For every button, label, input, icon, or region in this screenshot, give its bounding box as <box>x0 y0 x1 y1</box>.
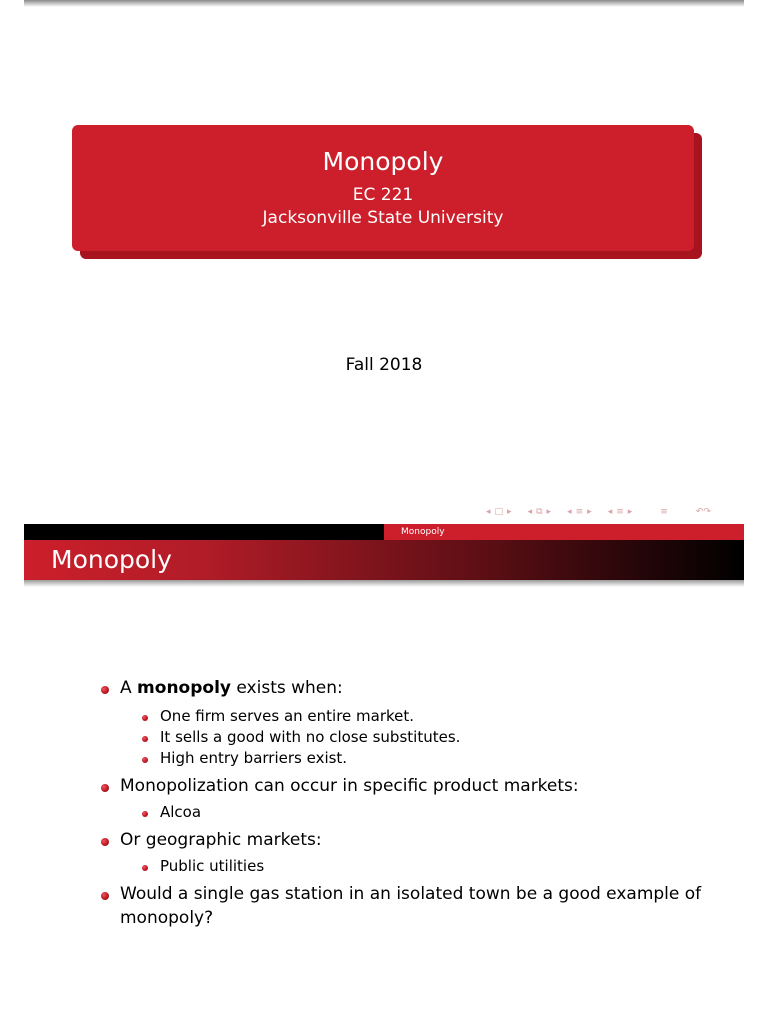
bullet-monopoly-definition: A monopoly exists when: <box>120 678 343 698</box>
nav-next-frame-icon[interactable]: ▸ <box>546 507 552 517</box>
sub-bullet-item: It sells a good with no close substitutes. <box>160 728 461 746</box>
frame-title: Monopoly <box>24 540 744 580</box>
nav-next-section-icon[interactable]: ▸ <box>627 507 633 517</box>
nav-document-icon[interactable]: ≡ <box>660 507 668 517</box>
headline-section-label: Monopoly <box>384 524 744 540</box>
beamer-navigation <box>486 505 741 519</box>
nav-frame-icon[interactable]: ⧉ <box>536 507 543 517</box>
bullet-icon <box>101 838 109 846</box>
presentation-title: Monopoly <box>322 147 444 176</box>
nav-next-slide-icon[interactable]: ▸ <box>507 507 512 517</box>
sub-bullet-item: Alcoa <box>160 803 202 821</box>
sub-bullet-item: High entry barriers exist. <box>160 749 348 767</box>
top-shadow <box>24 0 744 7</box>
nav-search-undo-icon[interactable]: ↶↷ <box>695 507 711 517</box>
frame-title-shadow <box>24 580 744 587</box>
nav-section-icon[interactable]: ≡ <box>616 507 624 517</box>
sub-bullet-icon <box>142 811 148 817</box>
sub-bullet-icon <box>142 736 148 742</box>
nav-prev-section-icon[interactable]: ◂ <box>607 507 613 517</box>
bullet-icon <box>101 892 109 900</box>
course-code: EC 221 <box>352 185 414 205</box>
title-box <box>72 125 694 251</box>
nav-prev-frame-icon[interactable]: ◂ <box>527 507 533 517</box>
sub-bullet-item: One firm serves an entire market. <box>160 707 415 725</box>
bullet-gas-station-question: Would a single gas station in an isolated town be a good example of <box>120 884 702 904</box>
sub-bullet-item: Public utilities <box>160 857 265 875</box>
nav-next-subsection-icon[interactable]: ▸ <box>587 507 592 517</box>
bullet-gas-station-question-cont: monopoly? <box>120 908 214 928</box>
sub-bullet-icon <box>142 757 148 763</box>
bullet-icon <box>101 784 109 792</box>
title-slide <box>24 0 744 520</box>
nav-subsection-icon[interactable]: ≡ <box>575 507 584 517</box>
nav-prev-slide-icon[interactable]: ◂ <box>486 507 491 517</box>
bullet-geographic-markets: Or geographic markets: <box>120 830 322 850</box>
nav-prev-subsection-icon[interactable]: ◂ <box>567 507 572 517</box>
bullet-product-markets: Monopolization can occur in specific product markets: <box>120 776 579 796</box>
sub-bullet-icon <box>142 865 148 871</box>
nav-slide-icon[interactable]: □ <box>494 507 504 517</box>
institution-name: Jacksonville State University <box>262 208 504 228</box>
sub-bullet-icon <box>142 715 148 721</box>
presentation-date: Fall 2018 <box>345 355 423 375</box>
content-slide <box>24 524 744 1024</box>
bullet-icon <box>101 686 109 694</box>
bold-term: monopoly <box>137 678 231 698</box>
